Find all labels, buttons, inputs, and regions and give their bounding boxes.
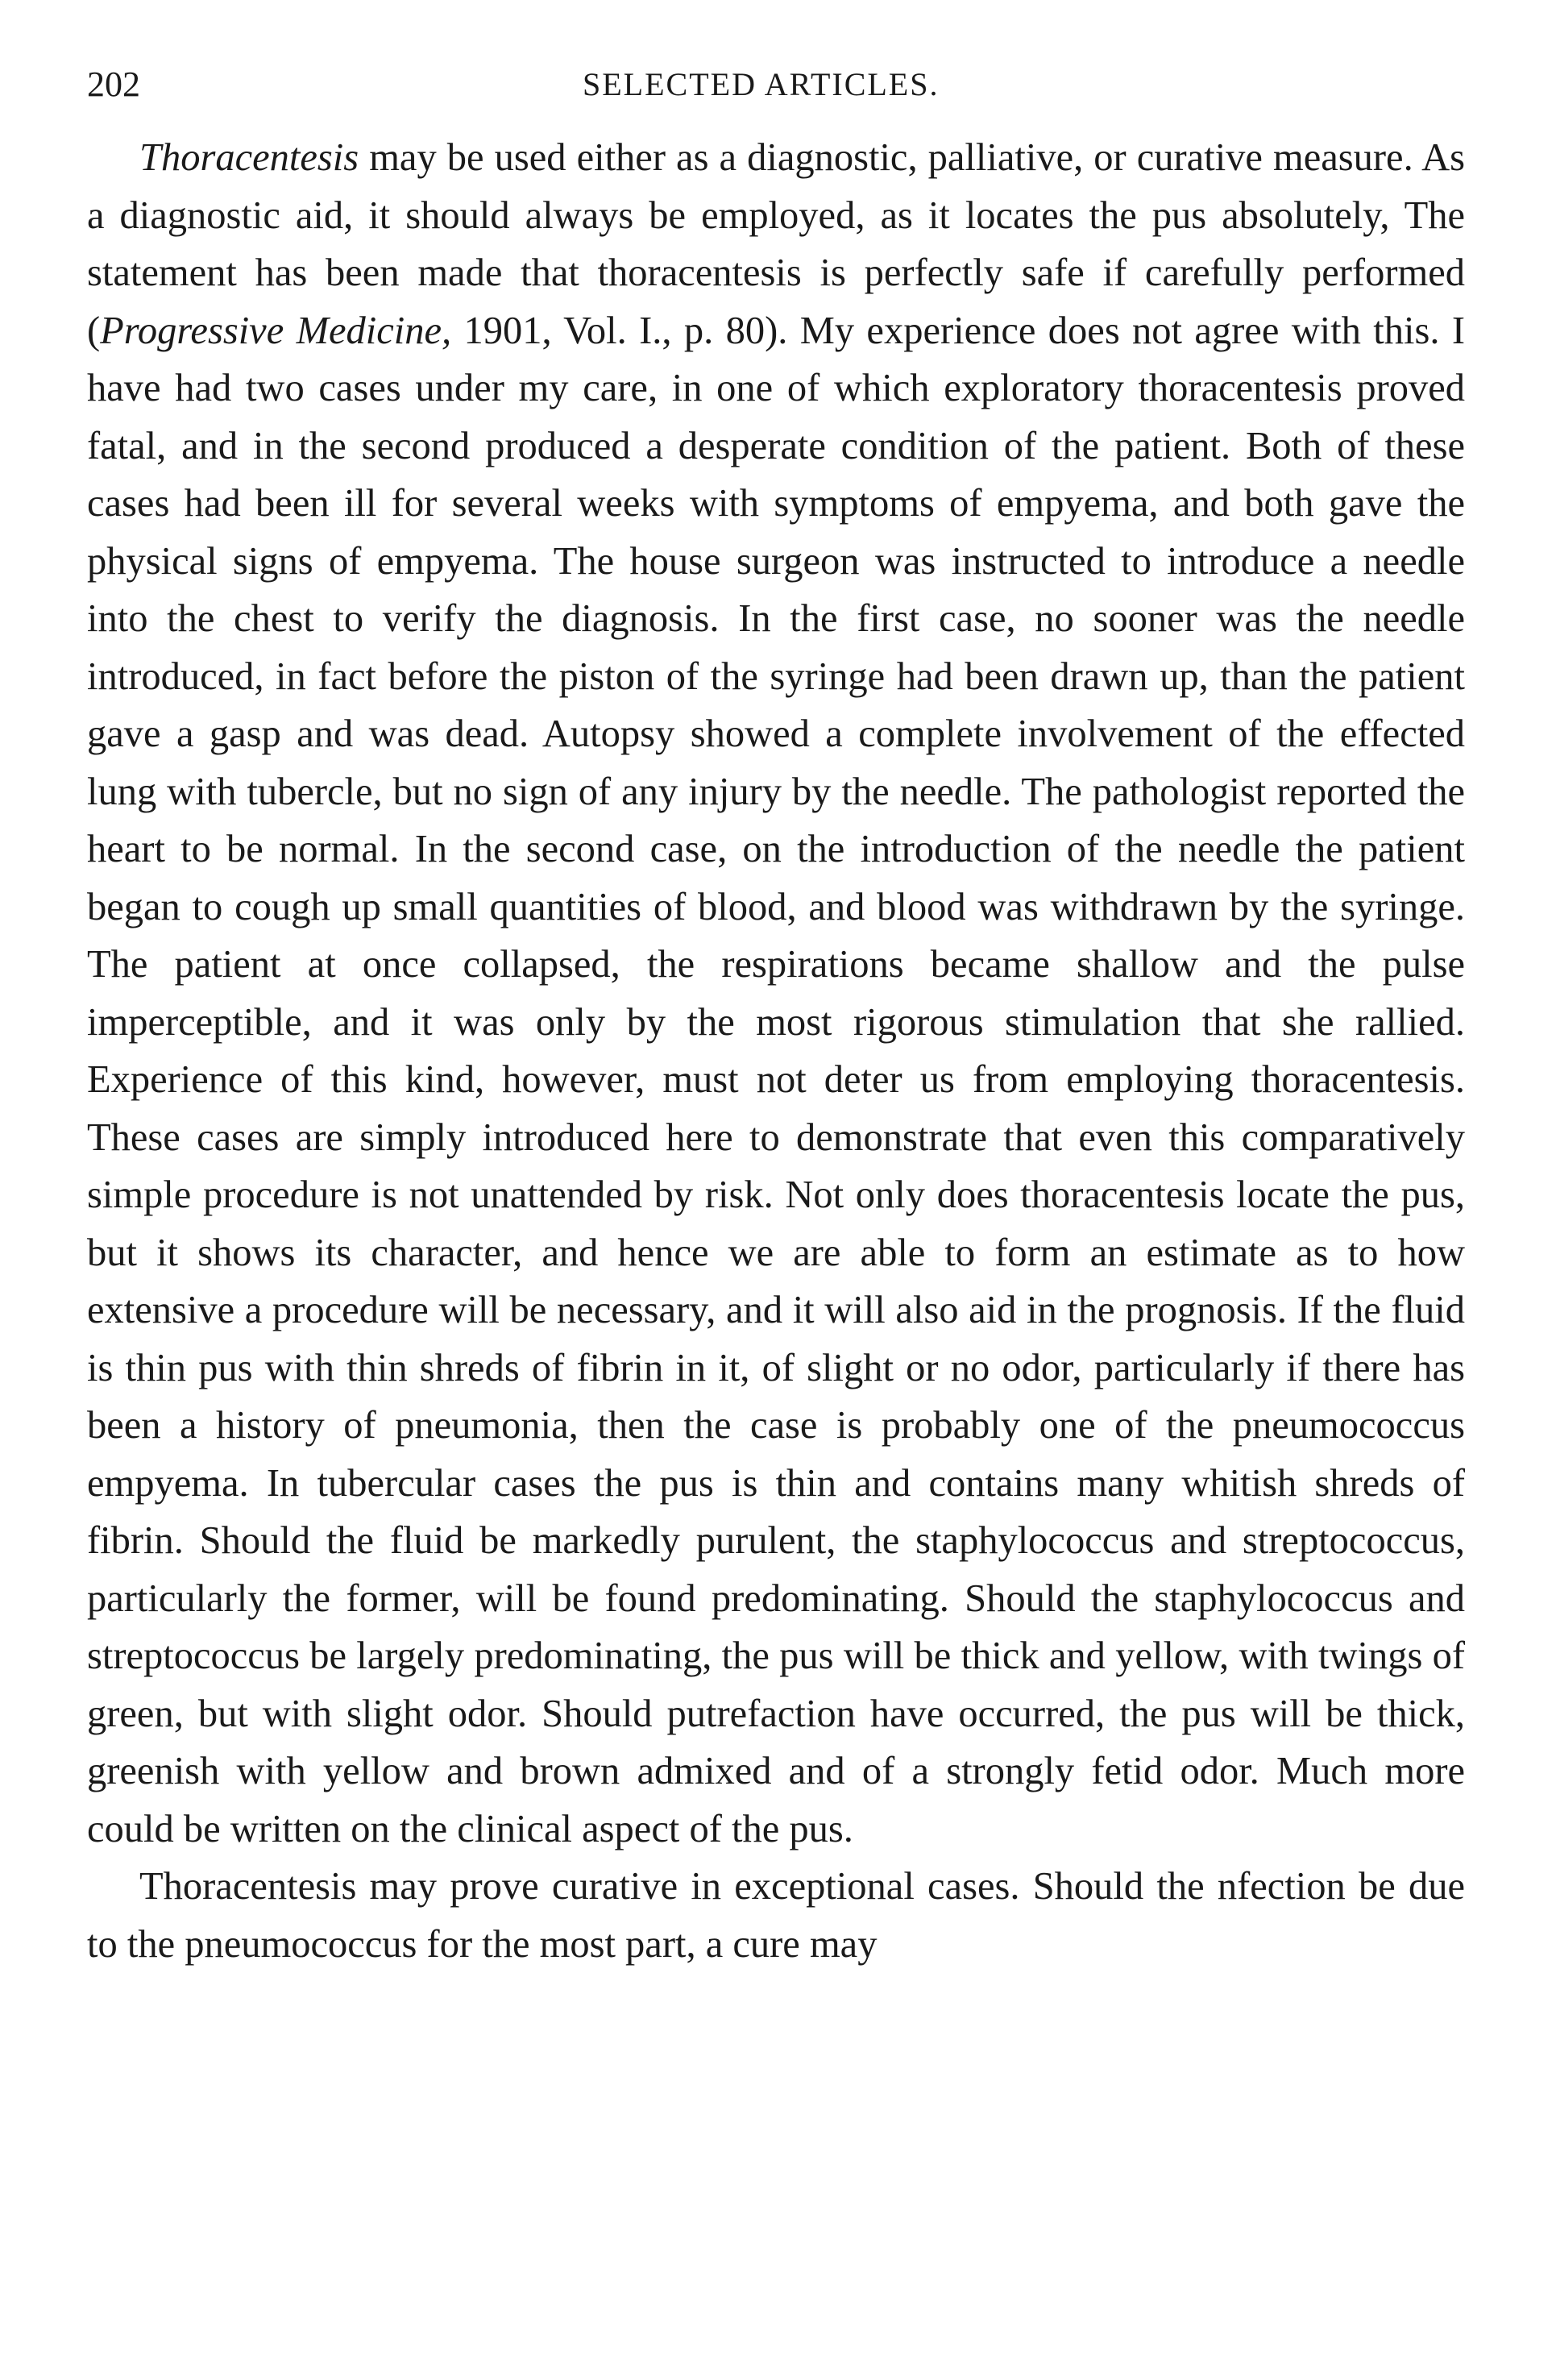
paragraph-text: 1901, Vol. I., p. 80). My experience does not agree with this. I have had two cases under my care, in one of which exploratory thoracentesis proved fatal, and in the second produced a desperate condition of the patient. Both of these cases had been ill for several weeks with symptoms of empyema, and both gave the physical signs of empyema. The house surgeon was instructed to introduce a needle into the chest to verify the diagnosis. In the first case, no sooner was the needle introduced, in fact before the piston of the syringe had been drawn up, than the patient gave a gasp and was dead. Autopsy showed a complete involvement of the effected lung with tubercle, but no sign of any injury by the needle. The pathologist reported the heart to be normal. In the second case, on the introduction of the needle the patient began to cough up small quantities of blood, and blood was withdrawn by the syringe. The patient at once collapsed, the respirations became shallow and the pulse imperceptible, and it was only by the most rigorous stimulation that she rallied. Experience of this kind, however, must not deter us from employing thoracentesis. These cases are simply introduced here to demonstrate that even this comparatively simple procedure is not unattended by risk. Not only does thoracentesis locate the pus, but it shows its character, and hence we are able to form an estimate as to how extensive a procedure will be necessary, and it will also aid in the prognosis. If the fluid is thin pus with thin shreds of fibrin in it, of slight or no odor, particularly if there has been a history of pneumonia, then the case is probably one of the pneumococcus empyema. In tubercular cases the pus is thin and contains many whitish shreds of fibrin. Should the fluid be markedly purulent, the staphylococcus and streptococcus, particularly the former, will be found predominating. Should the staphylococcus and streptococcus be largely predominating, the pus will be thick and yellow, with twings of green, but with slight odor. Should putrefaction have occurred, the pus will be thick, greenish with yellow and brown admixed and of a strongly fetid odor. Much more could be written on the clinical aspect of the pus. [87,309,1465,1850]
page-number: 202 [87,64,140,104]
paragraph-thoracentesis-uses [87,129,1465,1858]
article-body [87,129,1465,1973]
paragraph-text: may be used either as a diagnostic, palliative, or curative measure. As a diagnostic aid, it should always be employed, as it locates the pus absolutely, The statement has been made that thoracentesis is perfectly safe if carefully performed ( [87,136,1465,352]
paragraph-curative: Thoracentesis may prove curative in exceptional cases. Should the nfection be due to the pneumococcus for the most part, a cure may [87,1865,1465,1966]
citation-title: Progressive Medicine, [100,309,452,352]
running-title: SELECTED ARTICLES. [583,66,940,102]
running-head [87,56,1465,113]
lead-term: Thoracentesis [139,136,359,179]
